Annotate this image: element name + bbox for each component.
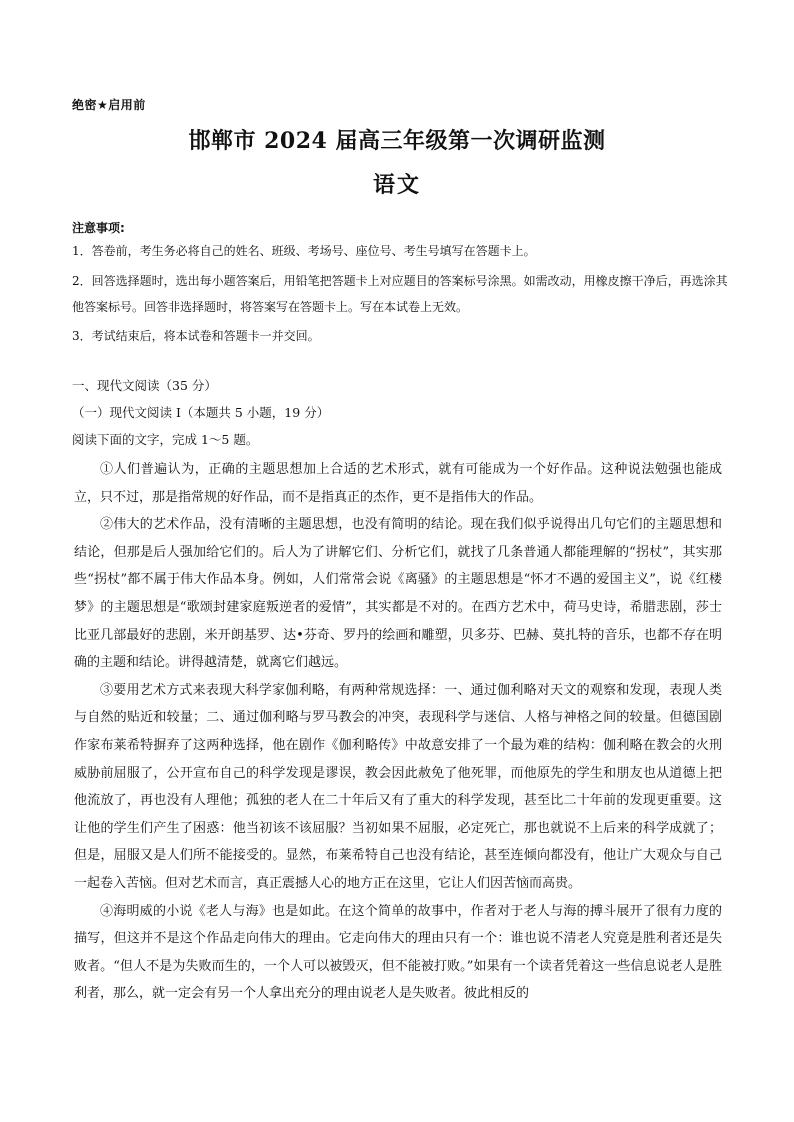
note-item-3: 3．考试结束后，将本试卷和答题卡一并交回。 [72,329,320,343]
notes-heading: 注意事项: [72,221,125,235]
subject-title: 语文 [372,172,421,198]
passage-paragraph-2: ②伟大的艺术作品，没有清晰的主题思想，也没有简明的结论。现在我们似乎说得出几句它们的主题思想和结论，但那是后人强加给它们的。后人为了讲解它们、分析它们，就找了几条普通人都能理解的“拐杖”，其实那些“拐杖”都不属于伟大作品本身。例如，人们常常会说《离骚》的主题思想是“怀才不遇的爱国主义”，说《红楼梦》的主题思想是“歌颂封建家庭叛逆者的爱情”，其实都是不对的。在西方艺术中，荷马史诗，希腊悲剧，莎士比亚几部最好的悲剧，米开朗基罗、达•芬奇、罗丹的绘画和雕塑，贝多芬、巴赫、莫扎特的音乐，也都不存在明确的主题和结论。讲得越清楚，就离它们越远。 [74,517,722,671]
confidential-label: 绝密★启用前 [72,98,146,112]
section-subheading: （一）现代文阅读 I（本题共 5 小题，19 分） [72,405,330,420]
exam-title: 邯郸市 2024 届高三年级第一次调研监测 [188,128,606,154]
section-heading: 一、现代文阅读（35 分） [72,378,217,393]
reading-passage [74,456,722,1008]
note-item-2: 2．回答选择题时，选出每小题答案后，用铅笔把答题卡上对应题目的答案标号涂黑。如需改动，用橡皮擦干净后，再选涂其他答案标号。回答非选择题时，将答案写在答题卡上。写在本试卷上无效。 [72,274,728,314]
passage-paragraph-4: ④海明威的小说《老人与海》也是如此。在这个简单的故事中，作者对于老人与海的搏斗展开了很有力度的描写，但这并不是这个作品走向伟大的理由。它走向伟大的理由只有一个：谁也说不清老人究竟是胜利者还是失败者。“但人不是为失败而生的，一个人可以被毁灭，但不能被打败。”如果有一个读者凭着这一些信息说老人是胜利者，那么，就一定会有另一个人拿出充分的理由说老人是失败者。彼此相反的 [74,903,722,1002]
note-item-1: 1．答卷前，考生务必将自己的姓名、班级、考场号、座位号、考生号填写在答题卡上。 [72,244,536,258]
passage-paragraph-1: ①人们普遍认为，正确的主题思想加上合适的艺术形式，就有可能成为一个好作品。这种说法勉强也能成立，只不过，那是指常规的好作品，而不是指真正的杰作，更不是指伟大的作品。 [74,462,722,505]
reading-instruction: 阅读下面的文字，完成 1～5 题。 [72,432,259,447]
passage-paragraph-3: ③要用艺术方式来表现大科学家伽利略，有两种常规选择：一、通过伽利略对天文的观察和发现，表现人类与自然的贴近和较量；二、通过伽利略与罗马教会的冲突，表现科学与迷信、人格与神格之间的较量。但德国剧作家布莱希特摒弃了这两种选择，他在剧作《伽利略传》中故意安排了一个最为难的结构：伽利略在教会的火刑威胁前屈服了，公开宣布自己的科学发现是谬误，教会因此赦免了他死罪，而他原先的学生和朋友也从道德上把他流放了，再也没有人理他；孤独的老人在二十年后又有了重大的科学发现，甚至比二十年前的发现更重要。这让他的学生们产生了困惑：他当初该不该屈服？当初如果不屈服，必定死亡，那也就说不上后来的科学成就了；但是，屈服又是人们所不能接受的。显然，布莱希特自己也没有结论，甚至连倾向都没有，他让广大观众与自己一起卷入苦恼。但对艺术而言，真正震撼人心的地方正在这里，它让人们因苦恼而高贵。 [74,682,722,891]
